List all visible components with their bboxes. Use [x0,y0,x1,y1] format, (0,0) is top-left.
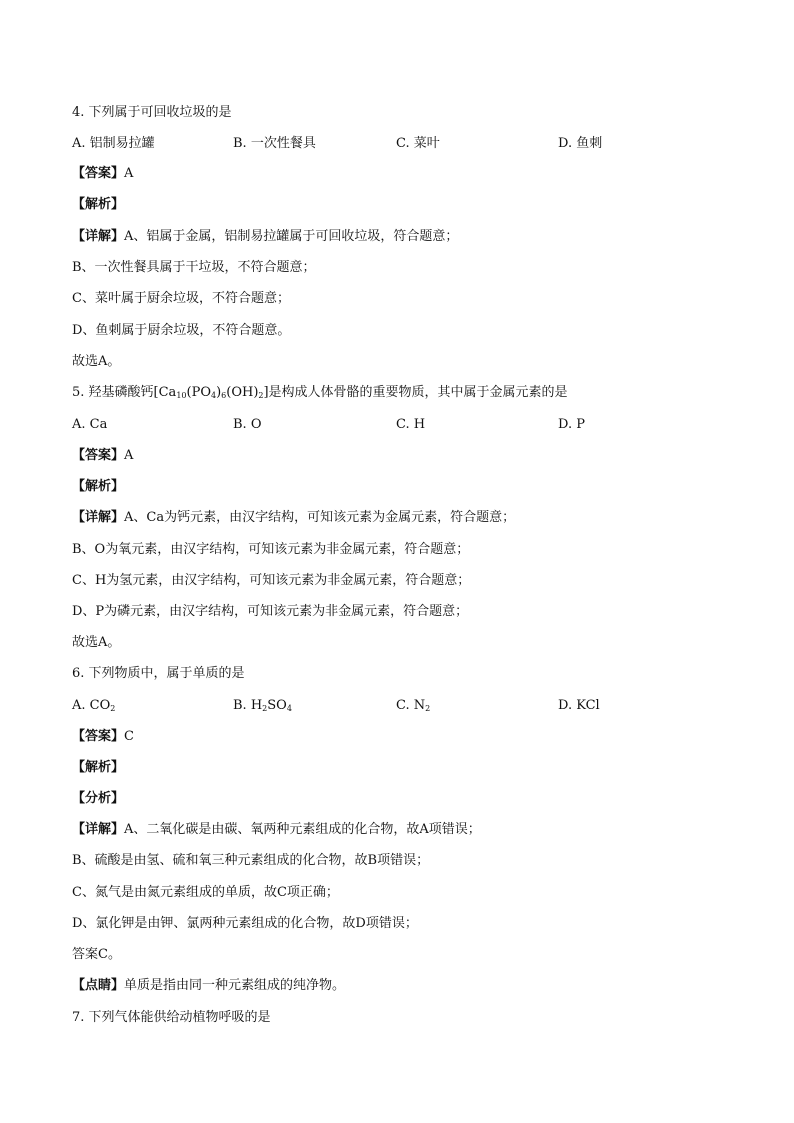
q6-option-c [396,698,430,714]
q5-answer [72,448,133,464]
q5-stem-sub: 4 [210,391,217,400]
q5-option-c: C. H [396,417,426,432]
answer-value: A [124,166,134,181]
answer-label: 【答案】 [72,448,125,463]
answer-label: 【答案】 [72,166,125,181]
q5-option-d: D. P [558,417,585,432]
dianjing-label: 【点睛】 [72,978,125,993]
q5-detail-2: C、H为氢元素，由汉字结构，可知该元素为非金属元素，符合题意； [72,573,471,588]
q5-conclusion: 故选A。 [72,635,121,650]
q6-option-b [233,698,292,714]
detail-label: 【详解】 [72,822,125,837]
answer-label: 【答案】 [72,729,125,744]
fenxi-label: 【分析】 [72,791,125,806]
q4-stem: 4. 下列属于可回收垃圾的是 [72,105,232,120]
q5-detail-3: D、P为磷元素，由汉字结构，可知该元素为非金属元素，符合题意； [72,604,469,619]
q6-conclusion: 答案C。 [72,947,121,962]
q5-stem [72,385,568,401]
detail-label: 【详解】 [72,229,125,244]
q4-option-d: D. 鱼刺 [558,136,603,151]
answer-value: A [124,448,134,463]
detail-text: A、二氧化碳是由碳、氧两种元素组成的化合物，故A项错误； [124,822,481,837]
analysis-label: 【解析】 [72,479,125,494]
q6-detail-2: C、氮气是由氮元素组成的单质，故C项正确； [72,885,339,900]
detail-text: A、铝属于金属，铝制易拉罐属于可回收垃圾，符合题意； [124,229,459,244]
q4-detail-1: B、一次性餐具属于干垃圾，不符合题意； [72,260,316,275]
q4-option-b: B. 一次性餐具 [233,136,316,151]
q5-stem-sub: 10 [176,391,187,400]
q5-stem-part: ) [216,385,222,400]
q4-detail-2: C、菜叶属于厨余垃圾，不符合题意； [72,291,290,306]
q6-option-a [72,698,115,714]
q6-detail-0 [72,822,481,838]
q5-stem-sub: 2 [258,391,264,400]
q7-stem: 7. 下列气体能供给动植物呼吸的是 [72,1010,271,1025]
dianjing-text: 单质是指由同一种元素组成的纯净物。 [124,978,346,993]
q5-option-a: A. Ca [72,417,108,432]
q6-detail-1: B、硫酸是由氢、硫和氧三种元素组成的化合物，故B项错误； [72,853,430,868]
q5-detail-1: B、O为氧元素，由汉字结构，可知该元素为非金属元素，符合题意； [72,542,470,557]
q5-stem-part: (PO [186,385,211,400]
q6-dianjing [72,978,345,994]
q6-answer [72,729,134,745]
q6-option-b-sub: 4 [286,704,292,713]
q6-option-b-text: SO [267,698,287,713]
analysis-label: 【解析】 [72,760,125,775]
q4-detail-0 [72,229,458,245]
q6-analysis [72,760,124,776]
q5-stem-sub: 6 [221,391,227,400]
q4-analysis [72,197,124,213]
q5-stem-part: 5. 羟基磷酸钙[Ca [72,385,177,400]
q4-conclusion: 故选A。 [72,354,121,369]
q4-detail-3: D、鱼刺属于厨余垃圾，不符合题意。 [72,323,291,338]
q6-detail-3: D、氯化钾是由钾、氯两种元素组成的化合物，故D项错误； [72,916,418,931]
detail-text: A、Ca为钙元素，由汉字结构，可知该元素为金属元素，符合题意； [124,510,516,525]
q5-detail-0 [72,510,515,526]
q6-fenxi [72,791,124,807]
q5-analysis [72,479,124,495]
q6-option-a-text: A. CO [72,698,111,713]
analysis-label: 【解析】 [72,197,125,212]
q6-option-c-text: C. N [396,698,426,713]
q6-option-d: D. KCl [558,698,600,713]
q6-option-a-sub: 2 [110,704,116,713]
q6-option-c-sub: 2 [425,704,431,713]
q4-option-a: A. 铝制易拉罐 [72,136,155,151]
q6-stem: 6. 下列物质中，属于单质的是 [72,666,245,681]
q5-option-b: B. O [233,417,262,432]
q6-option-b-text: B. H [233,698,263,713]
q5-stem-part: (OH) [226,385,259,400]
answer-value: C [124,729,134,744]
q4-option-c: C. 菜叶 [396,136,440,151]
q6-option-b-sub: 2 [262,704,268,713]
detail-label: 【详解】 [72,510,125,525]
q4-answer [72,166,133,182]
q5-stem-part: ]是构成人体骨骼的重要物质，其中属于金属元素的是 [263,385,568,400]
